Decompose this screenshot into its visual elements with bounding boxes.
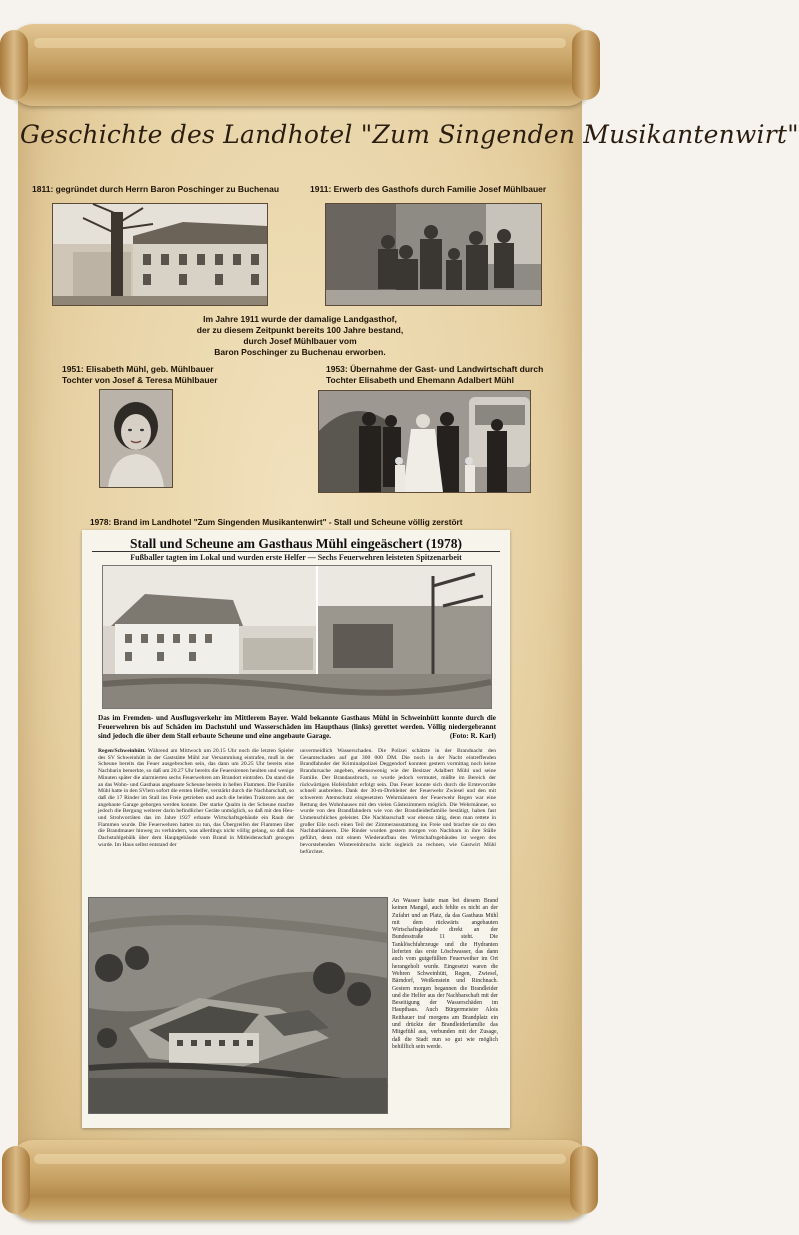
clipping-subheadline: Fußballer tagten im Lokal und wurden erste Helfer — Sechs Feuerwehren leisteten Spitzenarbeit <box>130 553 462 562</box>
caption-1951-line-1: 1951: Elisabeth Mühl, geb. Mühlbauer <box>62 364 214 374</box>
caption-1953-line-1: 1953: Übernahme der Gast- und Landwirtschaft durch <box>326 364 544 374</box>
photo-1951-portrait <box>99 389 173 488</box>
scroll-end-right-top <box>572 30 600 100</box>
caption-1953 <box>326 364 576 386</box>
clipping-headline: Stall und Scheune am Gasthaus Mühl eingeäschert (1978) <box>130 536 462 551</box>
scroll-roll-top <box>8 24 592 106</box>
scroll-end-left-top <box>0 30 28 100</box>
photo-credit: (Foto: R. Karl) <box>449 732 496 740</box>
page-title: Geschichte des Landhotel "Zum Singenden Musikantenwirt" <box>20 120 799 149</box>
article-column-1 <box>98 748 294 898</box>
caption-1911: 1911: Erwerb des Gasthofs durch Familie Josef Mühlbauer <box>310 184 547 194</box>
photo-fire-1978 <box>102 565 492 709</box>
photo-1953-wedding <box>318 390 531 493</box>
newspaper-clipping <box>82 530 510 1128</box>
caption-1953-line-2: Tochter Elisabeth und Ehemann Adalbert Mühl <box>326 375 514 385</box>
caption-1911-history <box>160 314 440 358</box>
caption-history-line-2: der zu diesem Zeitpunkt bereits 100 Jahre bestand, <box>196 325 404 335</box>
caption-history-line-3: durch Josef Mühlbauer vom <box>243 336 357 346</box>
article-column-3: An Wasser hatte man bei diesem Brand keinen Mangel, auch fehlte es nicht an der Zufahrt und an Platz, da das Gasthaus Mühl mit dem rückwärts angebauten Wirtschaftsgebäude direkt an der Bundesstraße 11 steht. Die Tanklöschfahrzeuge und die Hydranten lieferten das erste Löschwasser, das dann auch vom gutgefüllten Feuerweiher im Ort herangeholt wurde. Eingesetzt waren die Wehren Schweinhütt, Regen, Zwiesel, Bärndorf, Weißenstein und Rinchnach. Gestern morgen begannen die Brandleider und die Helfer aus der Nachbarschaft mit der Beseitigung der Wasserschäden im Haupthaus. Auch Bürgermeister Alois Reithauer traf morgens am Brandplatz ein und drückte der Brandleiderfamilie das Mitgefühl aus, verbunden mit der Zusage, daß die Stadt nun so gut wie möglich behilflich sein werde. <box>392 898 498 1050</box>
photo-aerial-view <box>88 897 388 1114</box>
caption-1951-line-2: Tochter von Josef & Teresa Mühlbauer <box>62 375 218 385</box>
photo-1911-family <box>325 203 542 306</box>
caption-1951 <box>62 364 282 386</box>
clipping-photo-caption <box>98 714 496 741</box>
article-column-2: unvermeidlich Wasserschaden. Die Polizei schätzte in der Brandnacht den Gesamtschaden auf gut 300 000 DM. Die noch in der Nacht eintreffenden Brandfahnder der Kriminalpolizei Deggendorf konnten gestern vormittag noch keine Brandursache angeben, ebensowenig wie der Besitzer Adalbert Mühl und seine Familie. Der Brandausbruch, so wurde jedoch vermutet, müßte im Bereich der rückwärtigen Hofeinfahrt erfolgt sein. Das Feuer konnte sich durch die Erntevorräte schnell ausbreiten. Dank der 30-m-Drehleiter der Feuerwehr Zwiesel und den mit schwerem Atemschutz eingesetzten Wehrmännern der Feuerwehr Regen war eine Rettung des Wohnhauses mit den vielen Gästezimmern möglich. Die Wehrmänner, so wurde von den Brandfahndern wie von der Brandleiderfamilie bestätigt, haben fast Unmenschliches geleistet. Die Nachbarschaft war ebenso tätig, denn man rettete in großer Eile noch einen Teil der Zimmerausstattung ins Freie und brachte sie zu den Nachbarhäusern. Die Rinder wurden gestern morgen von Nachbarn in ihre Ställe geführt, denn mit einem Wiederaufbau des Wirtschaftsgebäudes ist wegen des bevorstehenden Wintereinbruchs nicht sogleich zu rechnen, wie Gastwirt Mühl befürchtet. <box>300 748 496 855</box>
caption-1811: 1811: gegründet durch Herrn Baron Poschinger zu Buchenau <box>32 184 280 194</box>
article-column-1-text: Während am Mittwoch um 20.15 Uhr noch die letzten Spieler des SV Schweinhütt in der Gaststätte Mühl zur Versammlung eintrafen, muß in der Scheune bereits das Feuer ausgebrochen sein, das dann um 20.25 Uhr bereits eine Nachbarin bemerkte, so daß um 20.27 Uhr bereits die Feuersirenen heulten und wenige Minuten später die alarmierten sechs Feuerwehren am Brandort eintrafen. Da stand die an das Wohn- und Gasthaus angebaute Scheune bereits in hellen Flammen. Die Familie Mühl hatte in den SVlern sofort die ersten Helfer, verstärkt durch die Nachbarschaft, so daß die 17 Rinder im Stall ins Freie getrieben und auch die beiden Traktoren aus der angebaute Garage geborgen werden konnte. Der starke Qualm in der Scheune machte jedoch die Bergung weiterer darin befindlicher Geräte unmöglich, so daß mit den Heu- und Strohvorräten das im Jahre 1927 erbaute Wirtschaftsgebäude ein Raub der Flammen wurde. Die Feuerwehren hatten zu tun, das Übergreifen der Flammen über die Brandmauer hinweg zu verhindern, was allerdings nicht völlig gelang, so daß das Dachstuhlgebälk über dem Hauptgebäude vom Brand in Mitleidenschaft gezogen wurde. Im Haus selbst entstand der <box>98 748 294 848</box>
scroll-end-right-bottom <box>570 1146 598 1214</box>
photo-1811-building <box>52 203 268 306</box>
article-dateline: Regen/Schweinhütt. <box>98 748 146 754</box>
caption-history-line-1: Im Jahre 1911 wurde der damalige Landgasthof, <box>203 314 397 324</box>
scroll-roll-bottom <box>8 1140 592 1220</box>
headline-rule <box>92 551 500 552</box>
scroll-end-left-bottom <box>2 1146 30 1214</box>
caption-1978: 1978: Brand im Landhotel "Zum Singenden Musikantenwirt" - Stall und Scheune völlig zerstört <box>90 517 463 527</box>
caption-history-line-4: Baron Poschinger zu Buchenau erworben. <box>214 347 386 357</box>
photo-caption-text: Das im Fremden- und Ausflugsverkehr im Mittlerem Bayer. Wald bekannte Gasthaus Mühl in Schweinhütt konnte durch die Feuerwehren bis auf Schäden im Dachstuhl und Wasserschäden im Haupthaus (links) gerettet werden. Völlig niedergebrannt sind jedoch die über dem Stall erbaute Scheune und eine angebaute Garage. <box>98 714 496 740</box>
